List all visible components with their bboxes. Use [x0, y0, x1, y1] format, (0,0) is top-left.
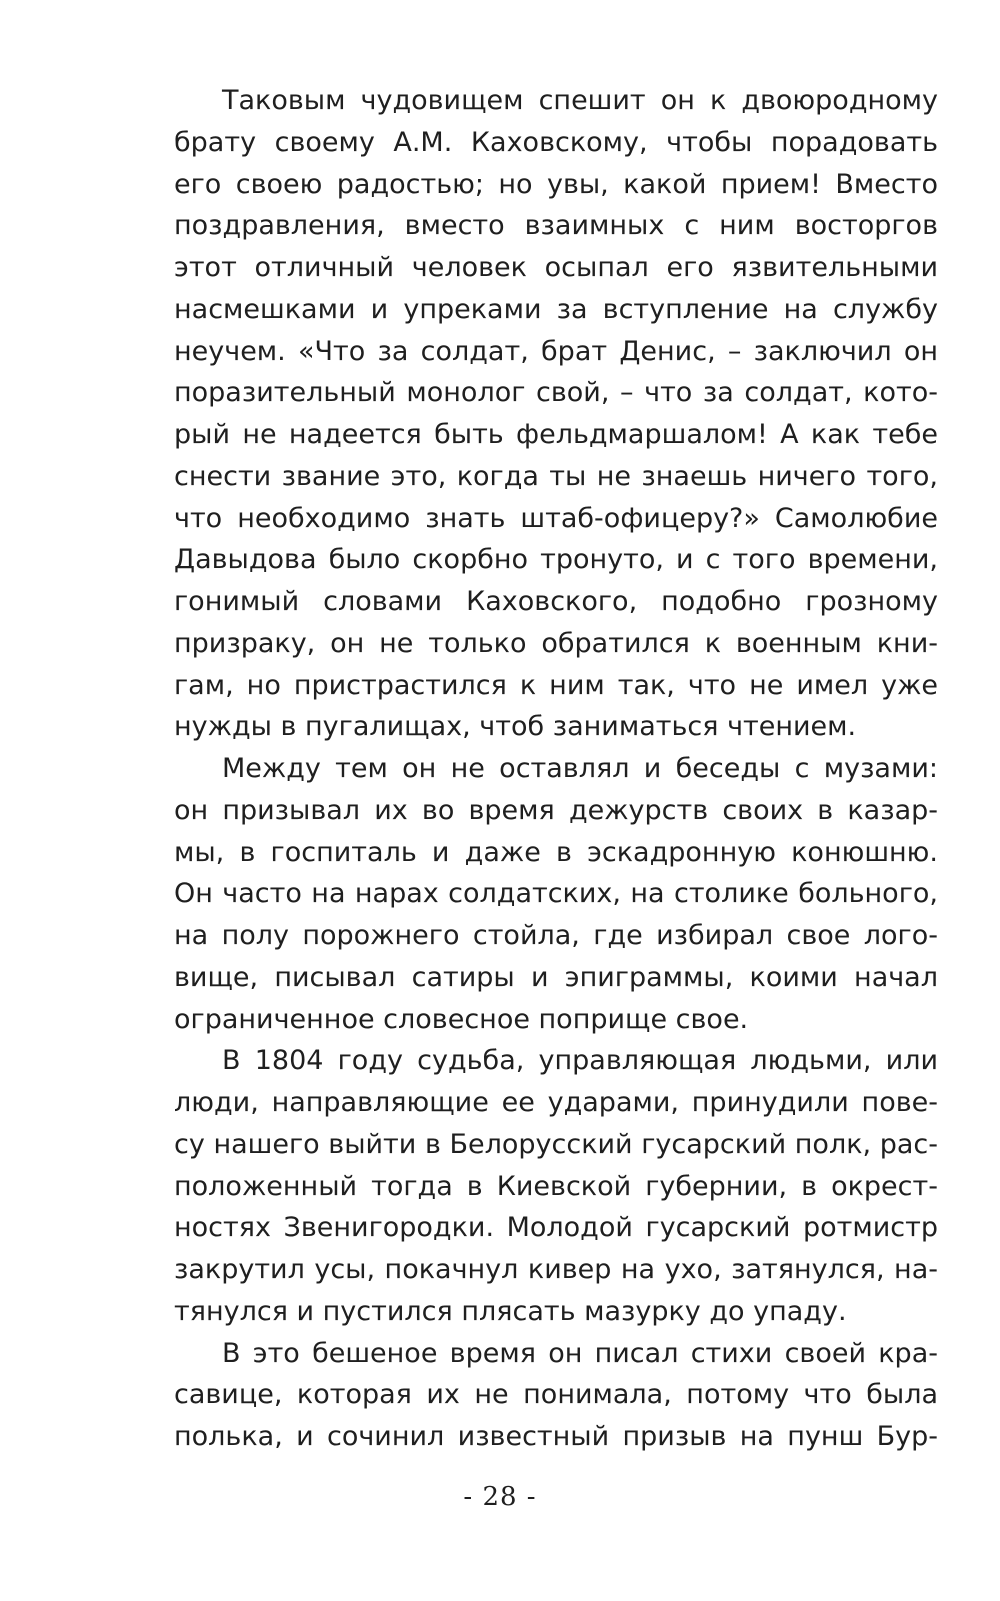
paragraph-line: поздравления, вместо взаимных с ним восторгов [174, 210, 938, 242]
paragraph-line: закрутил усы, покачнул кивер на ухо, затянулся, на- [174, 1254, 938, 1285]
paragraph-line: мы, в госпиталь и даже в эскадронную конюшню. [174, 836, 938, 868]
paragraph-line: ограниченное словесное поприще свое. [174, 1003, 749, 1035]
paragraph-line: на полу порожнего стойла, где избирал свое лого- [174, 920, 938, 951]
body-text [174, 80, 938, 1458]
paragraph-line: снести звание это, когда ты не знаешь ничего того, [174, 460, 938, 492]
paragraph-line: нужды в пугалищах, чтоб заниматься чтением. [174, 711, 857, 743]
paragraph-line: неучем. «Что за солдат, брат Денис, – заключил он [174, 335, 938, 367]
paragraph-line: савице, которая их не понимала, потому что была [174, 1379, 938, 1411]
paragraph-line: вище, писывал сатиры и эпиграммы, коими начал [174, 961, 938, 993]
paragraph-line: он призывал их во время дежурств своих в казар- [174, 794, 938, 826]
paragraph-line: поразительный монолог свой, – что за солдат, кото- [174, 377, 938, 409]
paragraph-line: гам, но пристрастился к ним так, что не имел уже [174, 669, 938, 701]
paragraph-line: насмешками и упреками за вступление на службу [174, 293, 938, 325]
paragraph-line: брату своему А.М. Каховскому, чтобы порадовать [174, 126, 938, 158]
paragraph-line: Между тем он не оставлял и беседы с музами: [222, 753, 938, 784]
paragraph-line: рый не надеется быть фельдмаршалом! А как тебе [174, 419, 938, 450]
paragraph-line: су нашего выйти в Белорусский гусарский полк, рас- [174, 1128, 938, 1160]
paragraph-line: люди, направляющие ее ударами, принудили пове- [174, 1087, 938, 1118]
paragraph-line: В 1804 году судьба, управляющая людьми, или [222, 1045, 938, 1077]
page-number: - 28 - [463, 1482, 537, 1512]
paragraph-line: призраку, он не только обратился к военным кни- [174, 627, 938, 659]
paragraph-line: положенный тогда в Киевской губернии, в окрест- [174, 1170, 938, 1202]
paragraph-line: этот отличный человек осыпал его язвительными [174, 252, 938, 283]
paragraph-line: его своею радостью; но увы, какой прием! Вместо [174, 168, 938, 200]
paragraph-line: ностях Звенигородки. Молодой гусарский ротмистр [174, 1212, 938, 1244]
paragraph-line: Он часто на нарах солдатских, на столике больного, [174, 878, 938, 910]
paragraph-line: полька, и сочинил известный призыв на пунш Бур- [174, 1421, 938, 1452]
paragraph-line: что необходимо знать штаб-офицеру?» Самолюбие [174, 502, 938, 534]
paragraph-line: Давыдова было скорбно тронуто, и с того времени, [174, 544, 938, 576]
paragraph-line: гонимый словами Каховского, подобно грозному [174, 586, 938, 617]
paragraph-line: тянулся и пустился плясать мазурку до упаду. [174, 1295, 847, 1327]
paragraph-line: Таковым чудовищем спешит он к двоюродному [222, 85, 938, 116]
paragraph-line: В это бешеное время он писал стихи своей кра- [222, 1337, 938, 1369]
